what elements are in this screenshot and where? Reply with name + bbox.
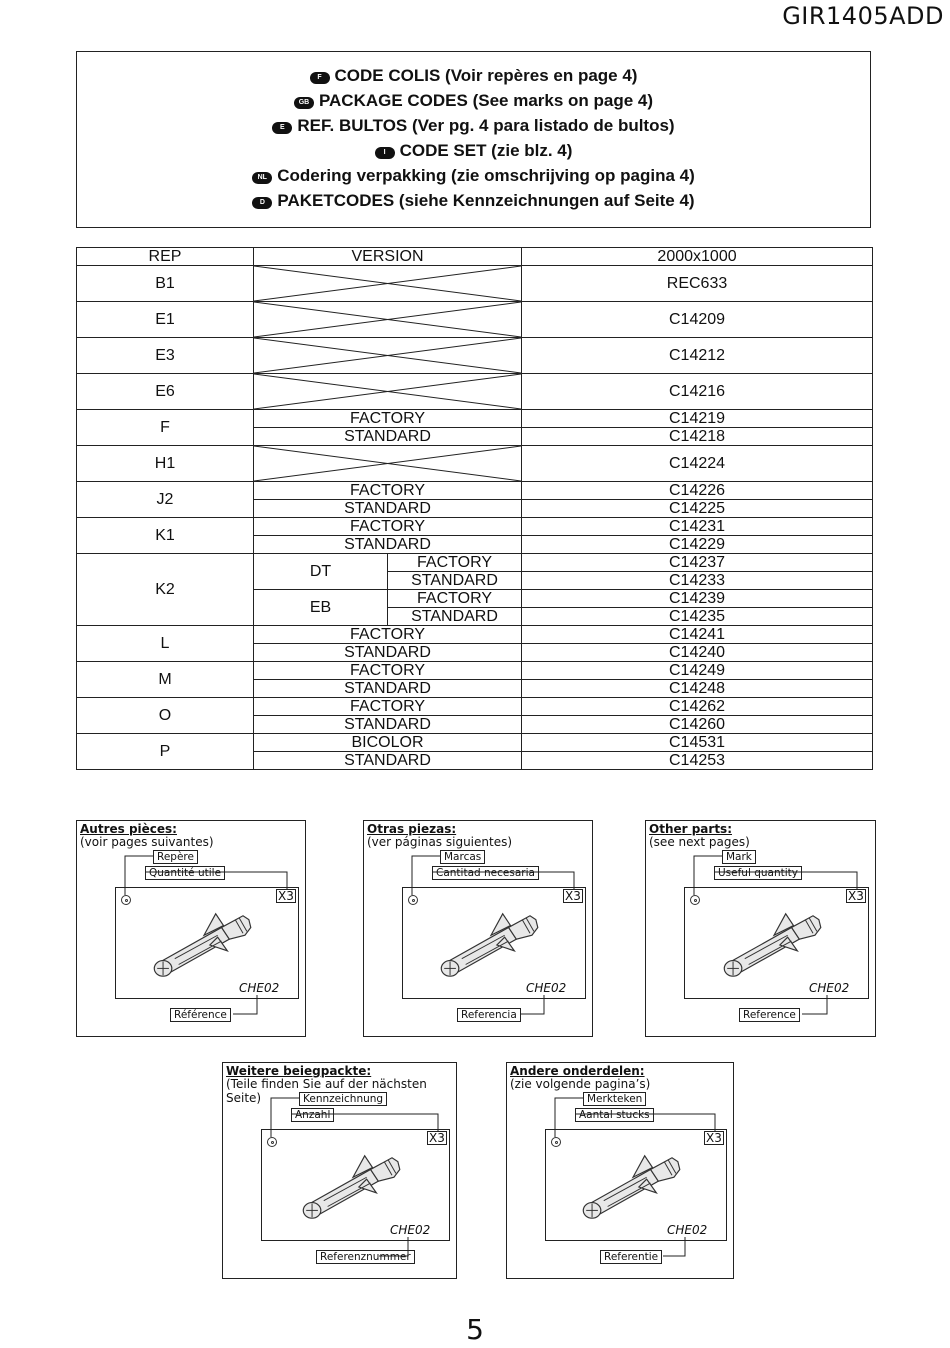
wall-plug-drawing <box>574 1148 692 1226</box>
version-cell: STANDARD <box>388 572 522 590</box>
wall-plug-drawing <box>294 1148 412 1226</box>
code-cell: C14260 <box>522 716 873 734</box>
no-version-cross <box>254 446 522 482</box>
code-cell: C14253 <box>522 752 873 770</box>
code-cell: C14248 <box>522 680 873 698</box>
header-text: PAKETCODES (siehe Kennzeichnungen auf Seite 4) <box>277 191 695 210</box>
header-line-nl <box>77 166 870 186</box>
mark-circle-icon <box>267 1137 277 1147</box>
header-line-it <box>77 141 870 161</box>
version-cell: FACTORY <box>254 518 522 536</box>
no-version-cross <box>254 302 522 338</box>
header-text: CODE SET (zie blz. 4) <box>399 141 573 160</box>
part-code: CHE02 <box>239 981 280 995</box>
code-cell: C14219 <box>522 410 873 428</box>
panel-title: Weitere beiegpackte: <box>226 1064 372 1078</box>
flag-de-icon: D <box>252 197 272 209</box>
flag-es-icon: E <box>272 122 292 134</box>
reference-label: Referenznummer <box>316 1250 415 1264</box>
rep-cell: O <box>77 698 254 734</box>
version-cell: STANDARD <box>254 680 522 698</box>
mark-label: Kennzeichnung <box>299 1092 387 1106</box>
rep-cell: E6 <box>77 374 254 410</box>
version-cell: STANDARD <box>254 428 522 446</box>
legend-panel-nl <box>506 1062 734 1279</box>
rep-cell: K1 <box>77 518 254 554</box>
mark-label: Mark <box>722 850 756 864</box>
header-line-gb <box>77 91 870 111</box>
header-text: CODE COLIS (Voir repères en page 4) <box>334 66 638 85</box>
package-codes-table <box>76 247 873 770</box>
code-cell: C14241 <box>522 626 873 644</box>
table-row-h1 <box>77 446 873 482</box>
version-cell: STANDARD <box>388 608 522 626</box>
header-rep: REP <box>77 248 254 266</box>
panel-subtitle: (zie volgende pagina’s) <box>510 1077 651 1091</box>
table-row-b1 <box>77 266 873 302</box>
rep-cell: P <box>77 734 254 770</box>
panel-subtitle: (see next pages) <box>649 835 750 849</box>
page-number: 5 <box>466 1313 484 1346</box>
mark-circle-icon <box>121 895 131 905</box>
quantity-badge: X3 <box>429 1131 445 1145</box>
part-code: CHE02 <box>809 981 850 995</box>
table-row-e1 <box>77 302 873 338</box>
rep-cell: K2 <box>77 554 254 626</box>
table-row-m <box>77 662 873 680</box>
rep-cell: M <box>77 662 254 698</box>
legend-panel-es <box>363 820 593 1037</box>
table-row-l <box>77 626 873 644</box>
code-cell: C14239 <box>522 590 873 608</box>
wall-plug-drawing <box>432 906 550 984</box>
no-version-cross <box>254 338 522 374</box>
part-code: CHE02 <box>526 981 567 995</box>
header-version: VERSION <box>254 248 522 266</box>
header-line-fr <box>77 66 870 86</box>
header-text: REF. BULTOS (Ver pg. 4 para listado de bultos) <box>297 116 675 135</box>
version-cell: STANDARD <box>254 752 522 770</box>
panel-title: Autres pièces: <box>80 822 177 836</box>
version-cell: FACTORY <box>254 410 522 428</box>
code-cell: C14225 <box>522 500 873 518</box>
code-cell: C14218 <box>522 428 873 446</box>
rep-cell: B1 <box>77 266 254 302</box>
flag-fr-icon: F <box>310 72 330 84</box>
mark-label: Merkteken <box>583 1092 646 1106</box>
panel-subtitle: (ver páginas siguientes) <box>367 835 513 849</box>
reference-label: Referencia <box>457 1008 521 1022</box>
rep-cell: J2 <box>77 482 254 518</box>
rep-cell: E1 <box>77 302 254 338</box>
code-cell: C14216 <box>522 374 873 410</box>
quantity-label: Useful quantity <box>714 866 802 880</box>
mark-circle-icon <box>408 895 418 905</box>
flag-gb-icon: GB <box>294 97 314 109</box>
code-cell: C14233 <box>522 572 873 590</box>
rep-cell: E3 <box>77 338 254 374</box>
legend-panel-de <box>222 1062 457 1279</box>
reference-label: Référence <box>170 1008 231 1022</box>
part-code: CHE02 <box>667 1223 708 1237</box>
rep-cell: F <box>77 410 254 446</box>
mark-circle-icon <box>690 895 700 905</box>
code-cell: C14224 <box>522 446 873 482</box>
flag-nl-icon: NL <box>252 172 272 184</box>
panel-title: Andere onderdelen: <box>510 1064 645 1078</box>
quantity-label: Cantitad necesaria <box>432 866 539 880</box>
code-cell: C14262 <box>522 698 873 716</box>
code-cell: REC633 <box>522 266 873 302</box>
header-text: Codering verpakking (zie omschrijving op pagina 4) <box>277 166 695 185</box>
code-cell: C14237 <box>522 554 873 572</box>
code-cell: C14249 <box>522 662 873 680</box>
mark-label: Repère <box>153 850 198 864</box>
no-version-cross <box>254 266 522 302</box>
version-cell: STANDARD <box>254 500 522 518</box>
wall-plug-drawing <box>145 906 263 984</box>
quantity-badge: X3 <box>565 889 581 903</box>
header-line-es <box>77 116 870 136</box>
mark-label: Marcas <box>440 850 485 864</box>
rep-cell: H1 <box>77 446 254 482</box>
version-cell: STANDARD <box>254 644 522 662</box>
version-cell: FACTORY <box>388 554 522 572</box>
code-cell: C14226 <box>522 482 873 500</box>
table-row-p <box>77 734 873 752</box>
table-row-k2 <box>77 554 873 572</box>
version-cell: FACTORY <box>254 626 522 644</box>
quantity-badge: X3 <box>848 889 864 903</box>
mark-circle-icon <box>551 1137 561 1147</box>
quantity-label: Anzahl <box>291 1108 334 1122</box>
legend-panel-en <box>645 820 876 1037</box>
rep-cell: L <box>77 626 254 662</box>
version-cell: FACTORY <box>254 698 522 716</box>
reference-label: Referentie <box>600 1250 662 1264</box>
table-row-j2 <box>77 482 873 500</box>
version-cell: BICOLOR <box>254 734 522 752</box>
quantity-badge: X3 <box>706 1131 722 1145</box>
table-row-e6 <box>77 374 873 410</box>
table-row-o <box>77 698 873 716</box>
version-cell: FACTORY <box>388 590 522 608</box>
header-size: 2000x1000 <box>522 248 873 266</box>
code-cell: C14240 <box>522 644 873 662</box>
code-cell: C14235 <box>522 608 873 626</box>
subversion-cell: EB <box>254 590 388 626</box>
version-cell: FACTORY <box>254 482 522 500</box>
panel-title: Other parts: <box>649 822 732 836</box>
legend-panel-fr <box>76 820 306 1037</box>
table-header-row <box>77 248 873 266</box>
wall-plug-drawing <box>715 906 833 984</box>
quantity-badge: X3 <box>278 889 294 903</box>
document-reference: GIR1405ADD <box>782 2 944 30</box>
panel-subtitle: (Teile finden Sie auf der nächsten Seite) <box>226 1077 427 1105</box>
version-cell: FACTORY <box>254 662 522 680</box>
table-row-k1 <box>77 518 873 536</box>
quantity-label: Quantité utile <box>145 866 225 880</box>
table-row-e3 <box>77 338 873 374</box>
table-row-f <box>77 410 873 428</box>
flag-it-icon: I <box>375 147 395 159</box>
header-line-de <box>77 191 870 211</box>
no-version-cross <box>254 374 522 410</box>
reference-label: Reference <box>739 1008 800 1022</box>
panel-subtitle: (voir pages suivantes) <box>80 835 214 849</box>
subversion-cell: DT <box>254 554 388 590</box>
version-cell: STANDARD <box>254 716 522 734</box>
code-cell: C14531 <box>522 734 873 752</box>
version-cell: STANDARD <box>254 536 522 554</box>
code-cell: C14212 <box>522 338 873 374</box>
code-cell: C14209 <box>522 302 873 338</box>
quantity-label: Aantal stucks <box>575 1108 654 1122</box>
code-cell: C14231 <box>522 518 873 536</box>
panel-title: Otras piezas: <box>367 822 457 836</box>
package-codes-header <box>76 51 871 228</box>
code-cell: C14229 <box>522 536 873 554</box>
header-text: PACKAGE CODES (See marks on page 4) <box>318 91 654 110</box>
part-code: CHE02 <box>390 1223 431 1237</box>
